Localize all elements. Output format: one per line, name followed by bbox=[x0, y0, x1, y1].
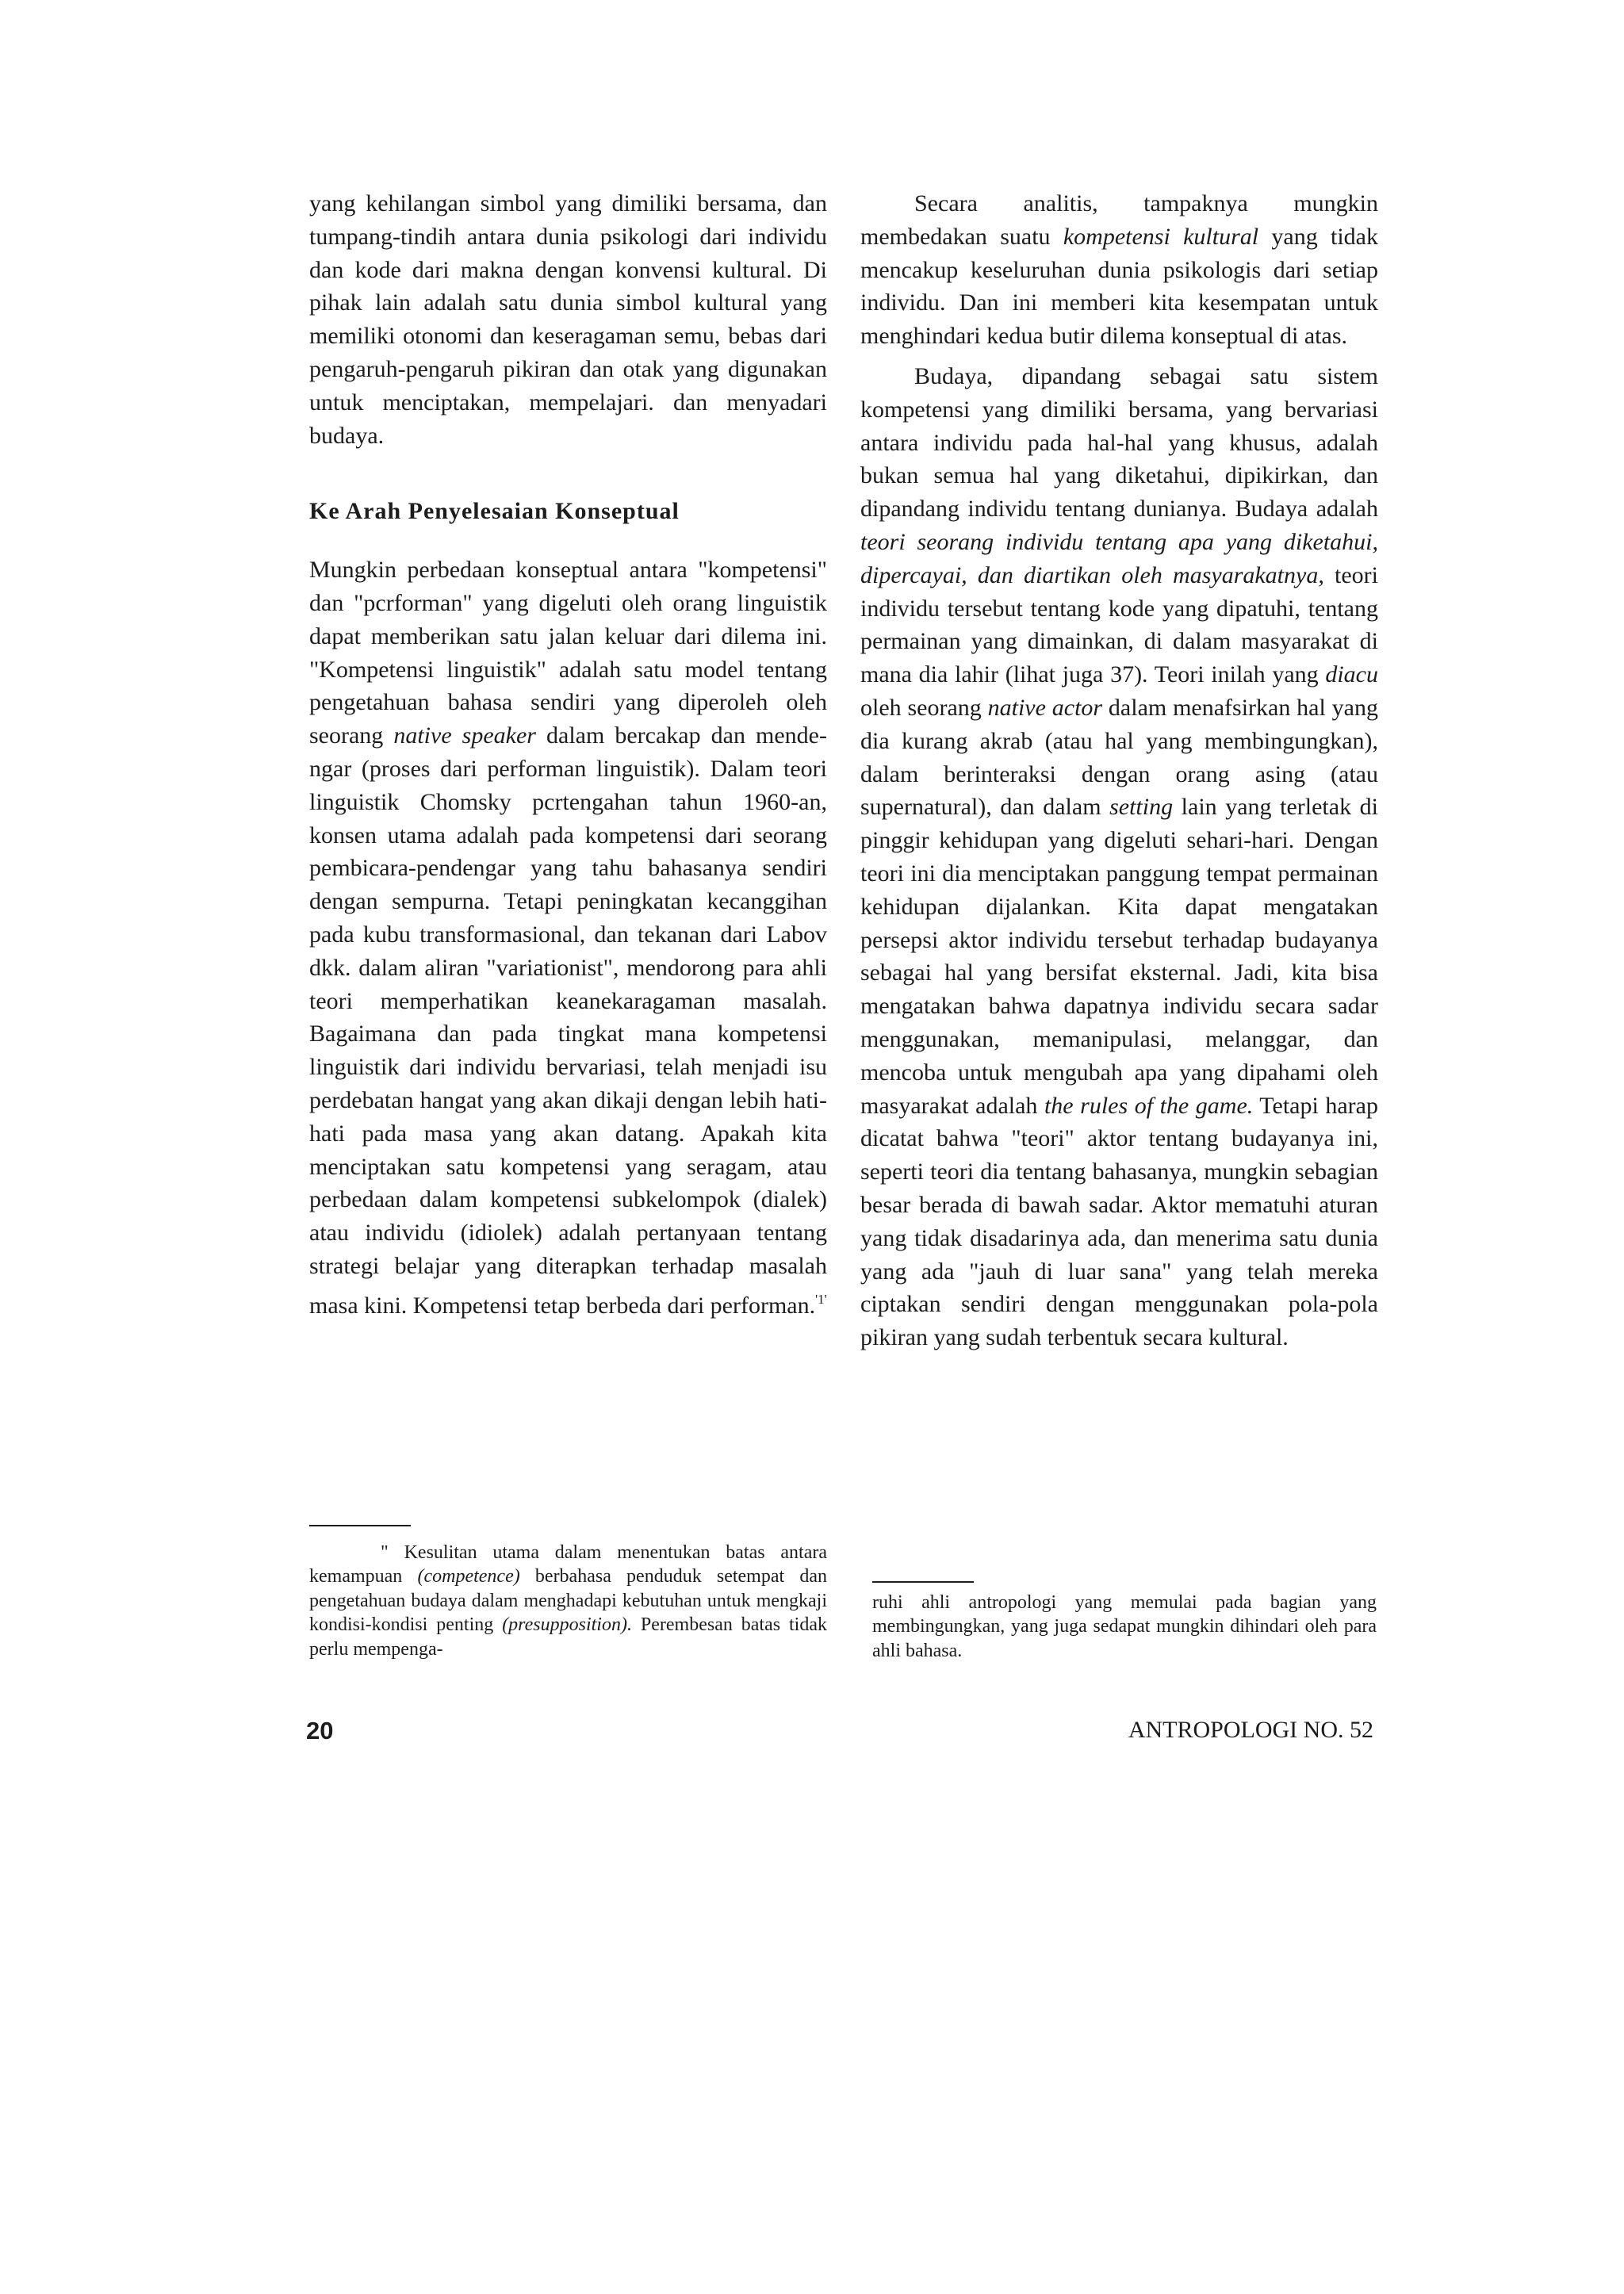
italic-text: (presupposition). bbox=[502, 1614, 632, 1636]
text-run: lain yang terletak di pinggir kehidupan yang digeluti sehari-hari. Dengan teori ini dia menciptakan panggung tempat permainan kehidupan dijalankan. Kita dapat mengatakan persepsi aktor individu tersebut terhadap budayanya sebagai hal yang bersifat eksternal. Jadi, kita bisa mengatakan bahwa dapatnya individu secara sadar menggunakan, memanipulasi, melanggar, dan mencoba untuk mengubah apa yang dipahami oleh masyarakat adalah bbox=[860, 794, 1378, 1119]
text-run: Budaya, dipandang sebagai satu sistem kompetensi yang dimiliki bersama, yang bervariasi antara individu pada hal-hal yang khusus, adalah bukan semua hal yang diketahui, dipikirkan, dan dipandang individu tentang dunianya. Budaya adalah bbox=[860, 362, 1378, 523]
page-number: 20 bbox=[306, 1717, 334, 1744]
footnote-block bbox=[309, 1525, 827, 1661]
text-run: Perembesan batas tidak perlu mempenga- bbox=[309, 1614, 827, 1660]
text-run: Secara analitis, tampaknya mungkin membedakan suatu bbox=[860, 190, 1378, 250]
body-paragraph bbox=[860, 360, 1378, 1354]
text-run: Mungkin perbedaan konseptual antara "kompetensi" dan "pcrforman" yang digeluti oleh orang linguistik dapat memberikan satu jalan keluar dari dilema ini. "Kompetensi linguistik" adalah satu model tentang pengetahuan bahasa sendiri yang diperoleh oleh seorang bbox=[309, 557, 827, 749]
text-run: dalam bercakap dan mendengar (proses dari performan linguistik). Dalam teori linguistik Chomsky pcrtengahan tahun 1960-an, konsen utama adalah pada kompetensi dari seorang pembicara-pendengar yang tahu bahasanya sendiri dengan sempurna. Tetapi peningkatan kecanggihan pada kubu transformasional, dan tekanan dari Labov dkk. dalam aliran "variationist", mendorong para ahli teori memperhatikan keanekaragaman masalah. Bagaimana dan pada tingkat mana kompetensi linguistik dari individu bervariasi, telah menjadi isu perdebatan hangat yang akan dikaji dengan lebih hati-hati pada masa yang akan datang. Apakah kita menciptakan satu kompetensi yang seragam, atau perbedaan dalam kompetensi subkelompok (dialek) atau individu (idiolek) adalah pertanyaan tentang strategi belajar yang diterapkan terhadap masalah masa kini. Kompetensi tetap berbeda dari performan. bbox=[309, 722, 827, 1319]
text-run: Tetapi harap dicatat bahwa "teori" aktor tentang budayanya ini, seperti teori dia tentang bahasanya, mungkin sebagian besar berada di bawah sadar. Aktor mematuhi aturan yang tidak disadarinya ada, dan menerima satu dunia yang ada "jauh di luar sana" yang telah mereka ciptakan sendiri dengan menggunakan pola-pola pikiran yang sudah terbentuk secara kultural. bbox=[860, 1092, 1378, 1351]
text-run: berbahasa penduduk setempat dan pengetahuan budaya dalam menghadapi kebutuhan untuk mengkaji kondisi-kondisi penting bbox=[309, 1566, 828, 1636]
italic-text: teori seorang individu tentang apa yang diketahui, dipercayai, dan diartikan oleh masyarakatnya, bbox=[860, 528, 1378, 588]
italic-text: native speaker bbox=[393, 722, 536, 749]
left-column bbox=[309, 187, 827, 1323]
body-paragraph bbox=[309, 187, 827, 452]
footnote-divider bbox=[872, 1581, 974, 1583]
italic-text: setting bbox=[1109, 794, 1174, 821]
text-run: oleh seorang bbox=[860, 694, 988, 721]
footnote-continuation-block bbox=[872, 1581, 1377, 1663]
italic-text: diacu bbox=[1325, 661, 1378, 688]
italic-text: (competence) bbox=[417, 1566, 520, 1587]
footnote-text bbox=[309, 1541, 827, 1661]
section-heading-block bbox=[309, 495, 827, 528]
running-footer: ANTROPOLOGI NO. 52 bbox=[1128, 1717, 1373, 1743]
text-run: yang kehilangan simbol yang dimiliki bersama, dan tumpang-tindih antara dunia psikologi dari individu dan kode dari makna dengan konvensi kultural. Di pihak lain adalah satu dunia simbol kultural yang memiliki otonomi dan keseragaman semu, bebas dari pengaruh-pengaruh pikiran dan otak yang digunakan untuk menciptakan, mempelajari. dan menyadari budaya. bbox=[309, 190, 827, 449]
paragraph-text bbox=[309, 557, 827, 1319]
italic-text: the rules of the game. bbox=[1044, 1092, 1254, 1119]
body-paragraph bbox=[309, 553, 827, 1322]
footnote-text bbox=[872, 1591, 1377, 1663]
italic-text: native actor bbox=[987, 694, 1103, 721]
body-paragraph bbox=[860, 187, 1378, 353]
footnote-marker: '1' bbox=[815, 1291, 827, 1307]
text-run: ruhi ahli antropologi yang memulai pada bagian yang membingungkan, yang juga sedapat mungkin dihindari oleh para ahli bahasa. bbox=[872, 1592, 1377, 1661]
text-run: " Kesulitan utama dalam menentukan batas antara kemampuan bbox=[309, 1542, 827, 1587]
text-run: dalam menafsirkan hal yang dia kurang akrab (atau hal yang membingungkan), dalam berinteraksi dengan orang asing (atau supernatural), dan dalam bbox=[860, 694, 1378, 821]
text-run: yang tidak mencakup keseluruhan dunia psikologis dari setiap individu. Dan ini memberi kita kesempatan untuk menghindari kedua butir dilema konseptual di atas. bbox=[860, 223, 1378, 350]
italic-text: kompetensi kultural bbox=[1063, 223, 1259, 250]
section-heading: Ke Arah Penyelesaian Konseptual bbox=[309, 498, 680, 525]
footnote-divider bbox=[309, 1525, 411, 1526]
right-column bbox=[860, 187, 1378, 1354]
text-run: teori individu tersebut tentang kode yang dipatuhi, tentang permainan yang dimainkan, di dalam masyarakat di mana dia lahir (lihat juga 37). Teori inilah yang bbox=[860, 561, 1378, 688]
